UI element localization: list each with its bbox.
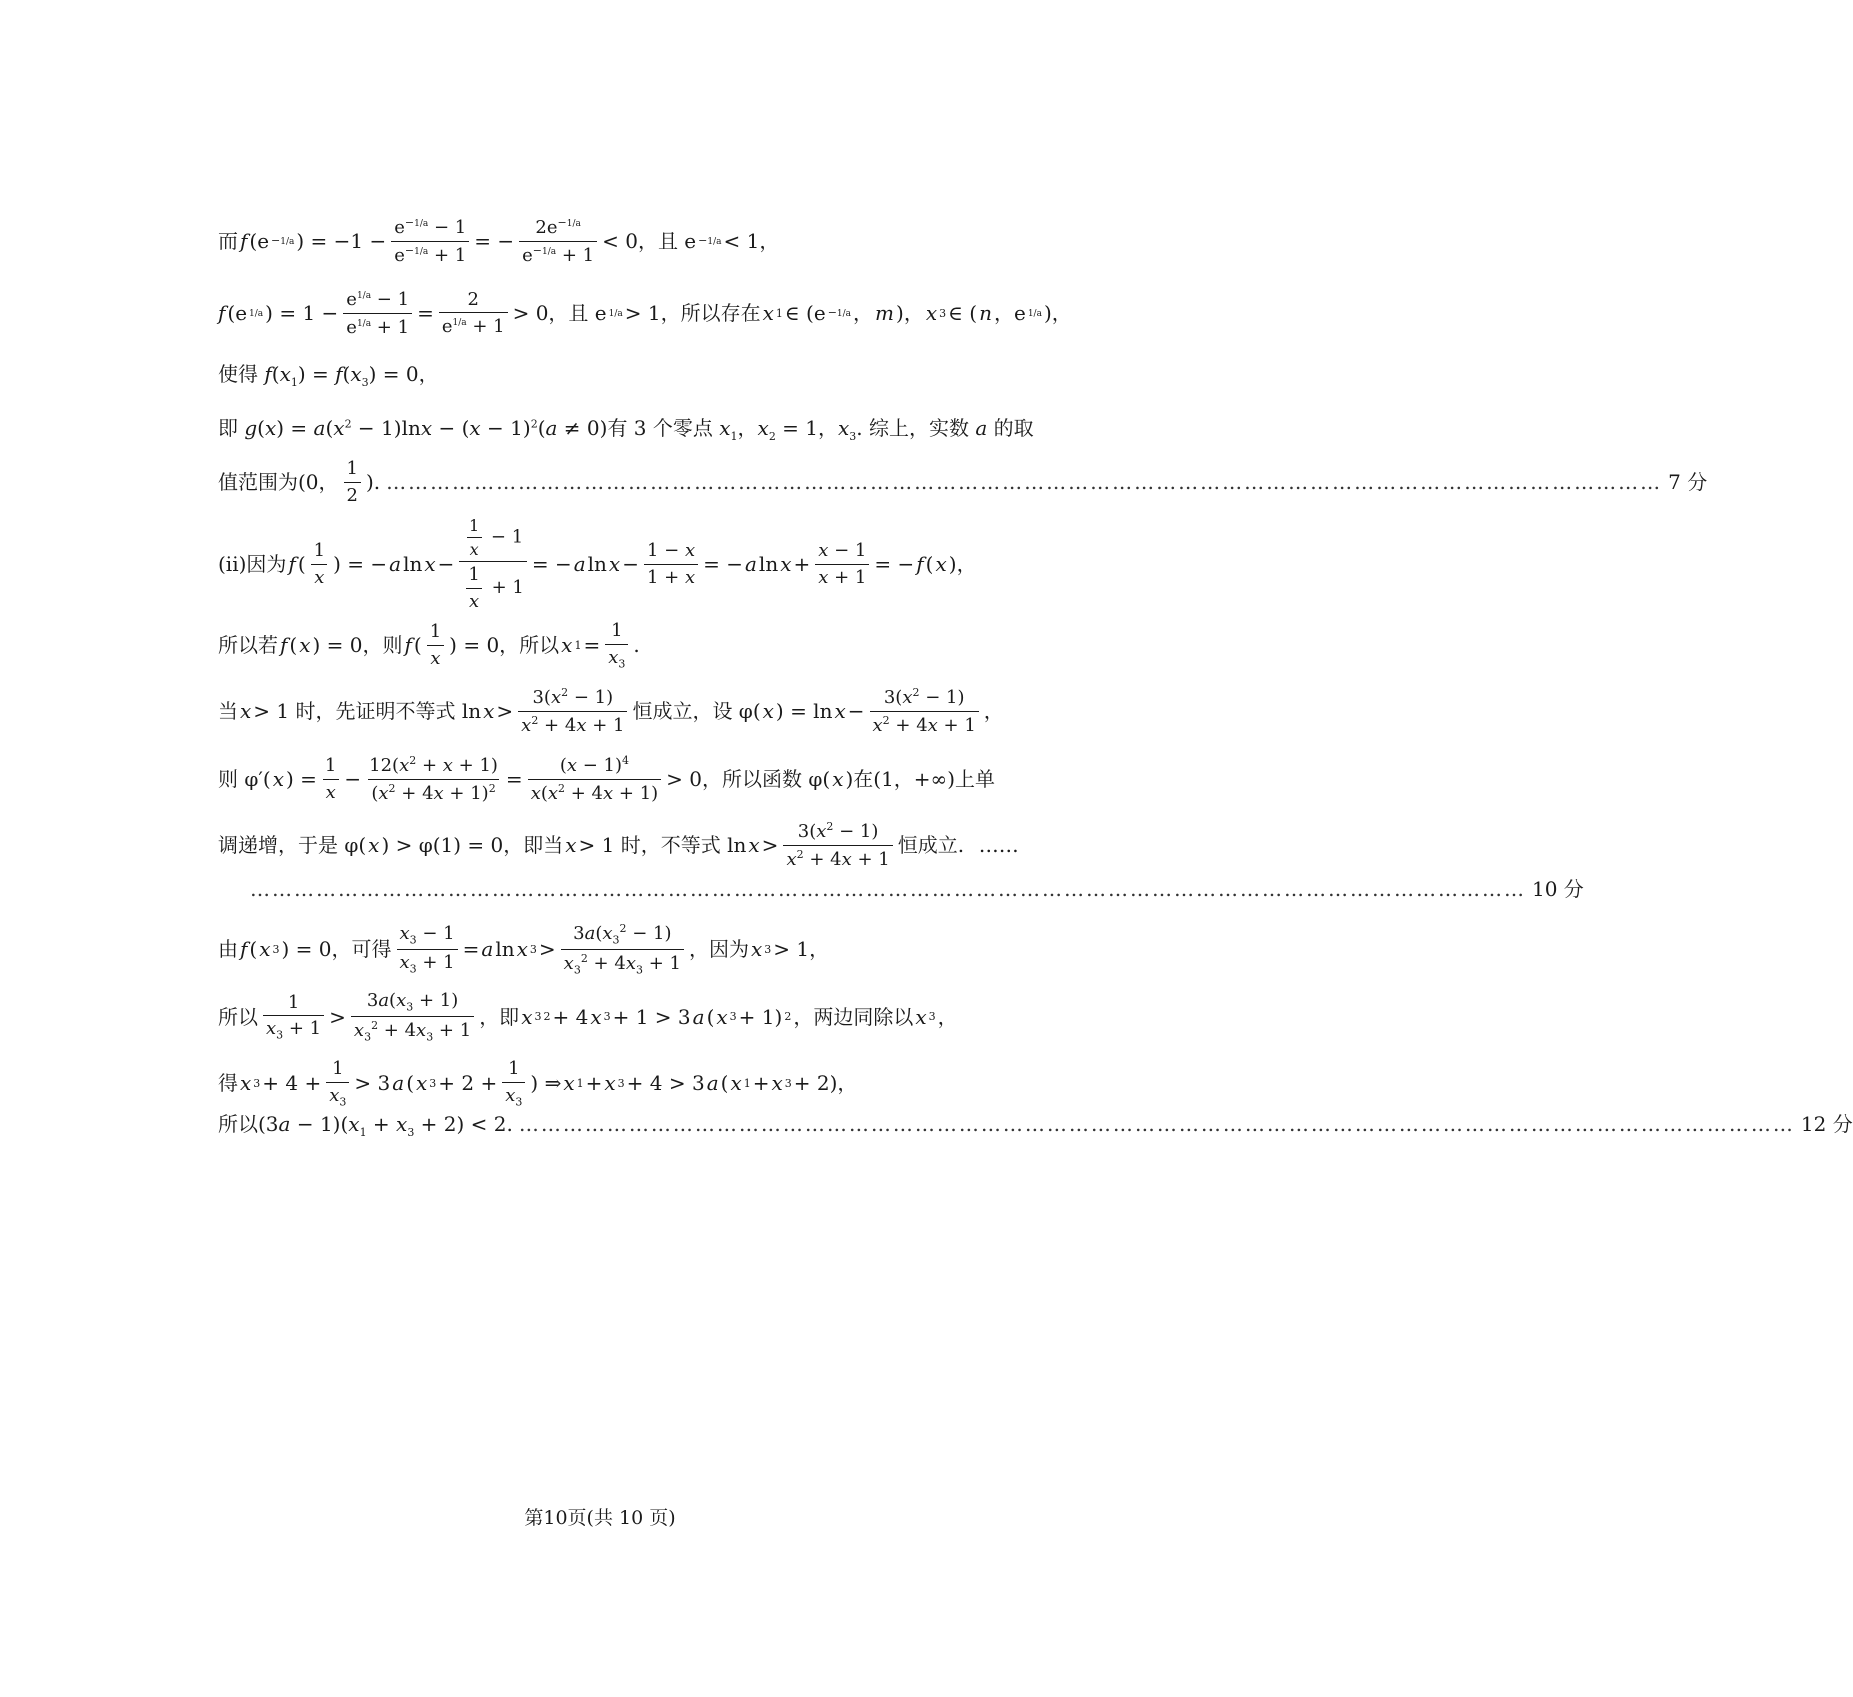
page-footer: 第10页(共 10 页) <box>524 1507 676 1529</box>
line-9: 则 φ′( x ) = $\frac{1}{x}$ − $\frac{12(x^2 + x + 1)}{(x^2 + 4x + 1)^2}$ = $\frac{(x - 1)^4}{x(x^2 + 4x + 1)}$ > 0，所以函数 φ( x )在(1，+∞)上单 <box>218 754 996 804</box>
continuation-dots: …… <box>978 833 1019 858</box>
leader-dots: ………………………………………………………………………………………………………………………………………………………… <box>518 1112 1795 1136</box>
line-11 <box>250 877 1584 901</box>
score-12: 12 分 <box>1800 1112 1853 1136</box>
leader-dots: ………………………………………………………………………………………………………………………………………………………… <box>386 470 1663 495</box>
line-2: f (e 1/a ) = 1 − $\frac{e^{1/a} - 1}{e^{1/a} + 1}$ = $\frac{2}{e^{1/a} + 1}$ > 0，且 e 1/a > 1，所以存在 x 1 ∈ (e −1/a ， m )， x 3 ∈ ( n ，e 1/a )， <box>218 288 1072 338</box>
line-6: (ii)因为 f ( $\frac{1}{x}$ ) = − a ln x − $\frac{1}{x}$ − 1 $\frac{1}{x}$ + 1 = − a ln x − $\frac{1 - x}{1 + x}$ = − a ln x + $\frac{x - 1}{x + 1}$ = − f ( x )， <box>218 516 977 612</box>
line-7: 所以若 f ( x ) = 0，则 f ( $\frac{1}{x}$ ) = 0，所以 x 1 = $\frac{1}{x_3}$ . <box>218 620 640 671</box>
line-12: 由 f ( x 3 ) = 0，可得 $\frac{x_3 - 1}{x_3 + 1}$ = a ln x 3 > $\frac{3a(x_3^2 - 1)}{x_3^2 + 4x_3 + 1}$ ，因为 x 3 > 1， <box>218 922 830 977</box>
line-1: 而 f (e −1/a ) = −1 − $\frac{e^{-1/a} - 1}{e^{-1/a} + 1}$ = − $\frac{2e^{-1/a}}{e^{-1/a} + 1}$ < 0，且 e −1/a < 1， <box>218 216 780 266</box>
line-15: 所以$(3a - 1)(x_1 + x_3 + 2) < 2$. ………………………………………………………………………………………………………………………………………………………… 12 分 <box>218 1112 1853 1139</box>
line-4: 即 $g(x) = a(x^2 - 1)\ln x - (x - 1)^2(a \ne 0)$有 3 个零点 $x_1$，$x_2 = 1$，$x_3$. 综上，实数 a 的取 <box>218 416 1034 443</box>
line-14: 得 x 3 + 4 + $\frac{1}{x_3}$ > 3 a ( x 3 + 2 + $\frac{1}{x_3}$ ) ⇒ x 1 + x 3 + 4 > 3 a ( x 1 + x 3 + 2)， <box>218 1058 858 1109</box>
line-10: 调递增，于是 φ( x ) > φ(1) = 0，即当 x > 1 时，不等式 ln x > $\frac{3(x^2 - 1)}{x^2 + 4x + 1}$ 恒成立. …… <box>218 820 1019 870</box>
leader-dots: ………………………………………………………………………………………………………………………………………………………… <box>250 877 1526 901</box>
line-13: 所以 $\frac{1}{x_3 + 1}$ > $\frac{3a(x_3 + 1)}{x_3^2 + 4x_3 + 1}$ ，即 x 3 2 + 4 x 3 + 1 > 3 a ( x 3 + 1) 2 ，两边同除以 x 3 ， <box>218 990 958 1044</box>
score-10: 10 分 <box>1532 877 1584 901</box>
score-7: 7 分 <box>1668 470 1708 495</box>
line-3: 使得 $f(x_1) = f(x_3) = 0$， <box>218 362 439 389</box>
line-8: 当 x > 1 时，先证明不等式 ln x > $\frac{3(x^2 - 1)}{x^2 + 4x + 1}$ 恒成立，设 φ( x ) = ln x − $\frac{3(x^2 - 1)}{x^2 + 4x + 1}$ ， <box>218 686 1004 736</box>
line-5: 值范围为(0， $\frac{1}{2}$ ). ………………………………………………………………………………………………………………………………………………………… 7 分 <box>218 458 1708 506</box>
